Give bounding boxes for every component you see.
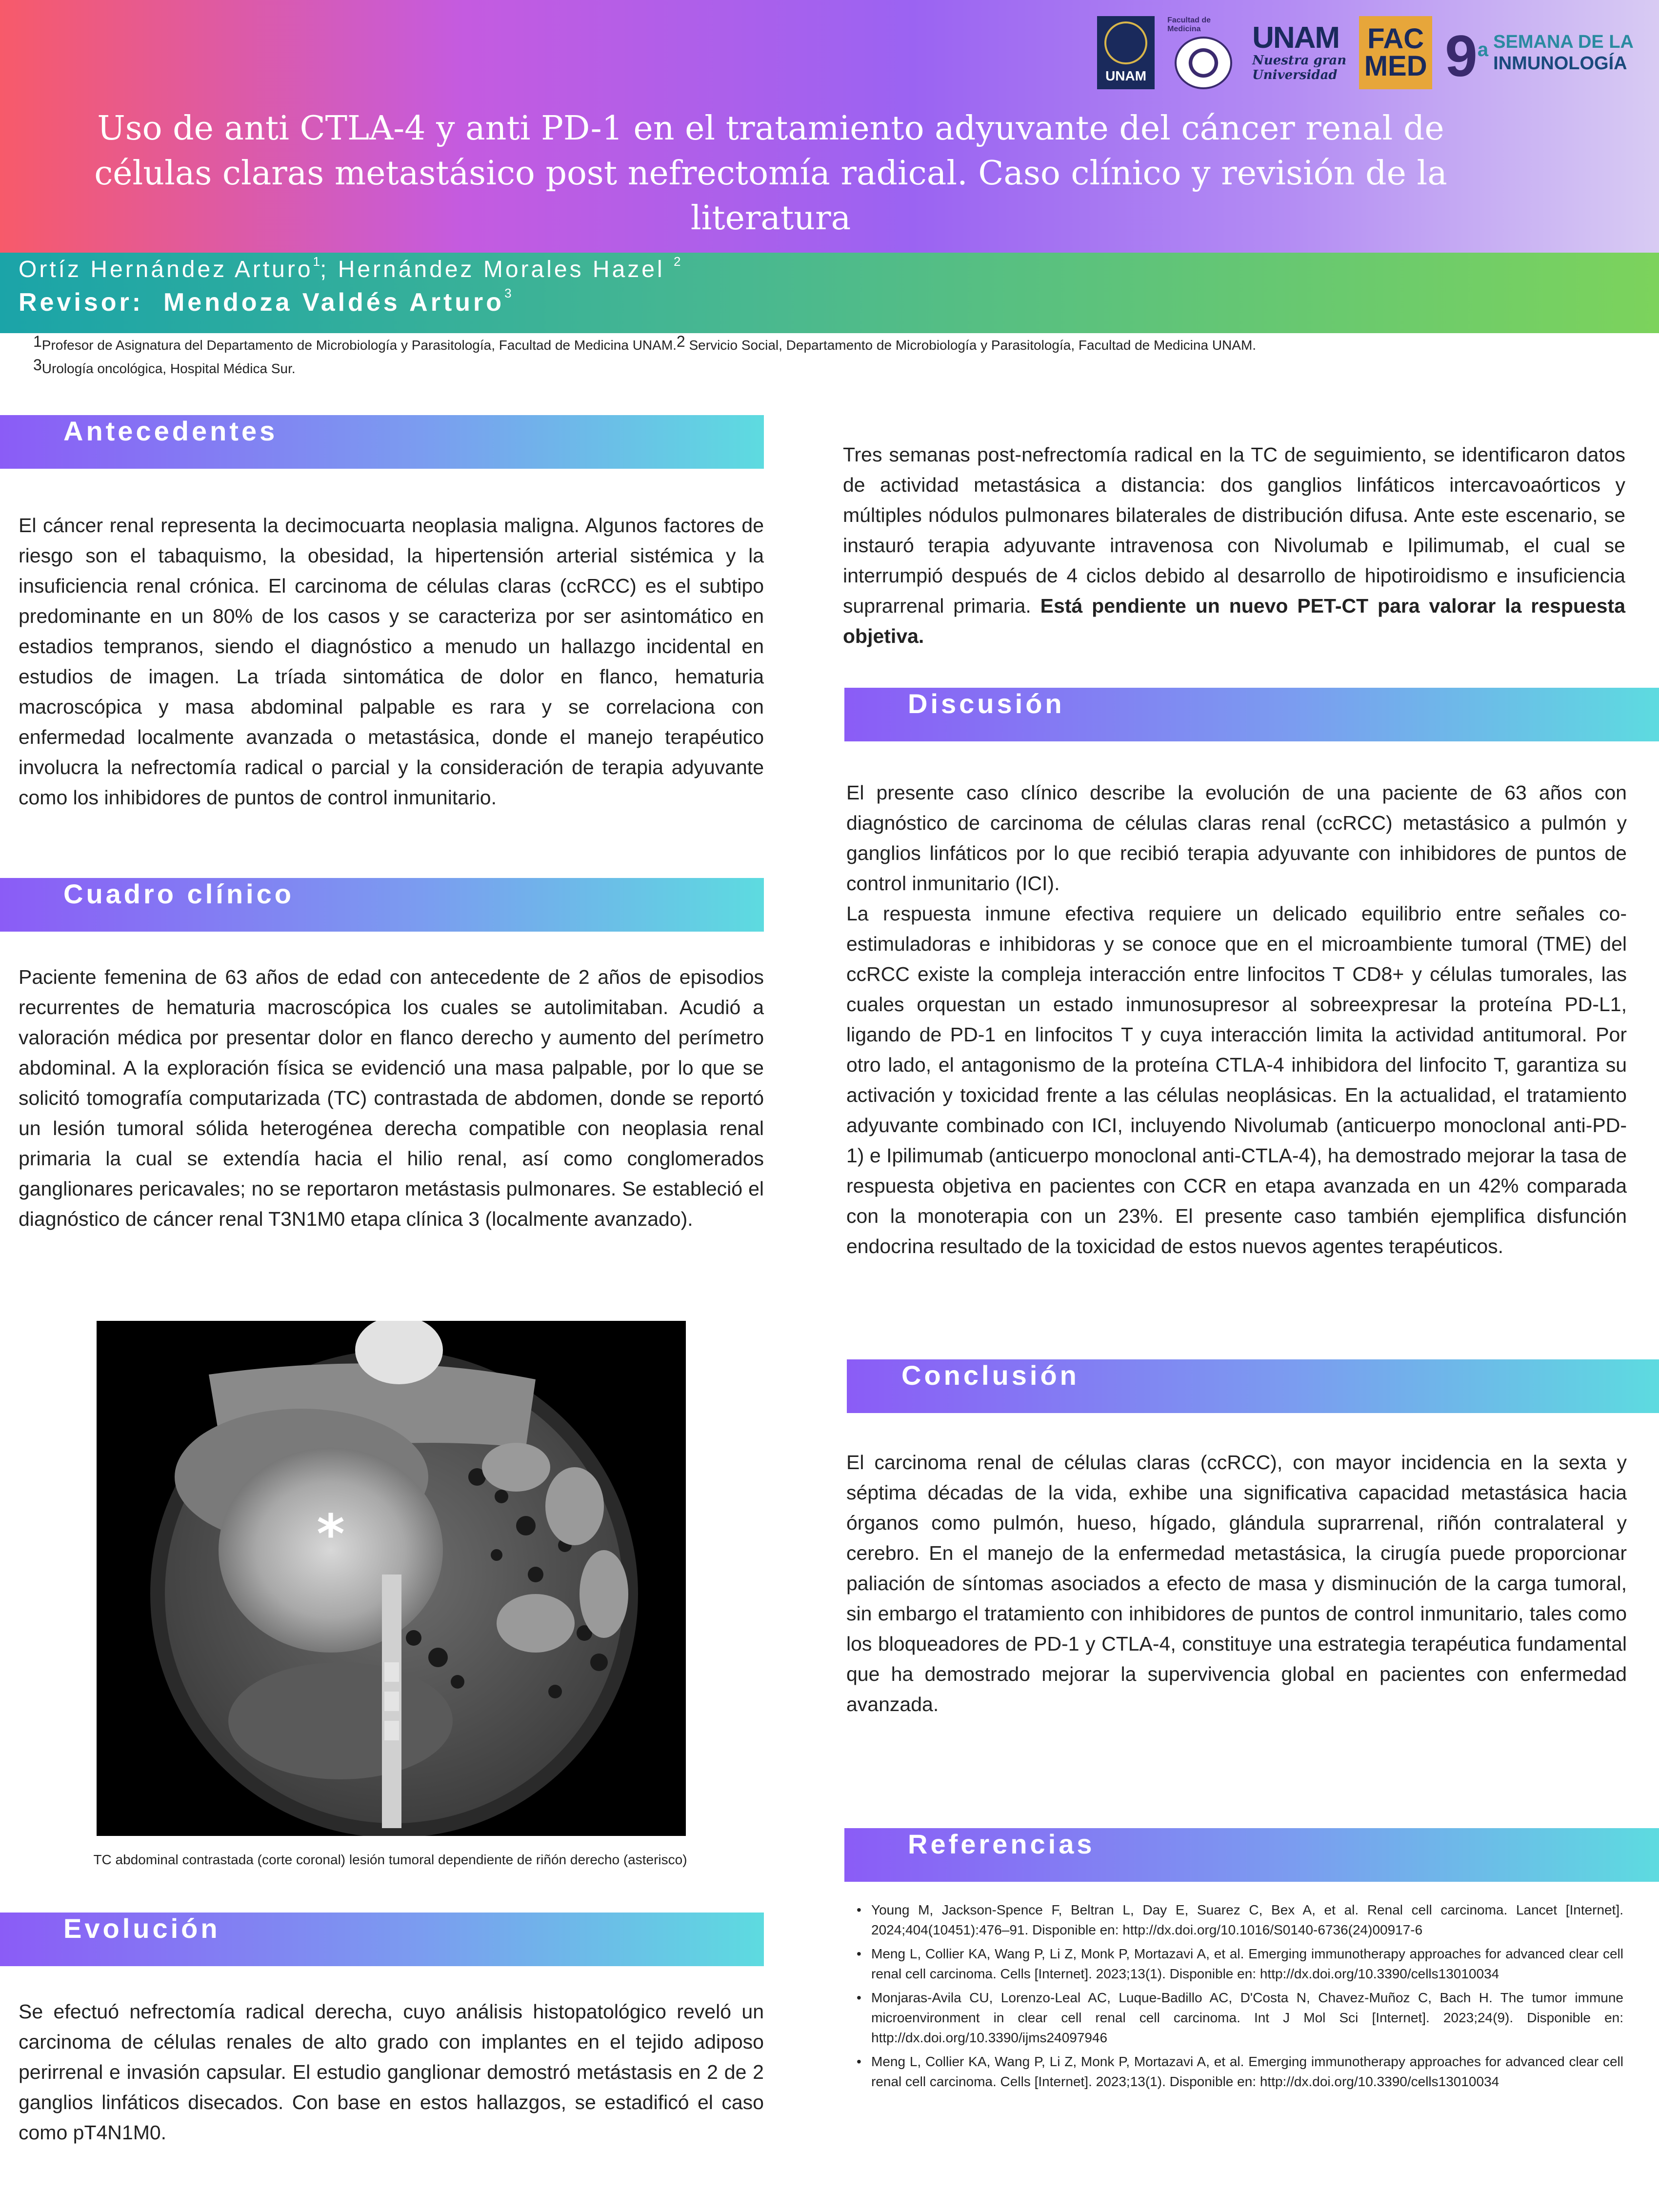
references-list: [855, 1900, 1623, 2095]
poster-title: Uso de anti CTLA-4 y anti PD-1 en el tratamiento adyuvante del cáncer renal de células claras metastásico post nefrectomía radical. Caso clínico y revisión de la literatura: [94, 109, 1447, 238]
reviewer-label: Revisor:: [19, 288, 144, 317]
evolucion-heading: Evolución: [63, 1913, 220, 1944]
authors-line: Ortíz Hernández Arturo$^1$; Hernández Morales Hazel $^2$: [19, 254, 681, 282]
evolucion-header: [0, 1913, 764, 1966]
discusion-paragraph-1: El presente caso clínico describe la evolución de una paciente de 63 años con diagnóstico de carcinoma de células claras renal (ccRCC) metastásico a pulmón y ganglios linfáticos por lo que recibió terapia adyuvante con inhibidores de puntos de control inmunitario (ICI).: [846, 781, 1627, 895]
semana-number: 9$^a$: [1445, 23, 1489, 89]
conclusion-heading: Conclusión: [901, 1360, 1079, 1391]
antecedentes-body: El cáncer renal representa la decimocuarta neoplasia maligna. Algunos factores de riesgo son el tabaquismo, la obesidad, la hipertensión arterial sistémica y la insuficiencia renal crónica. El carcinoma de células claras (ccRCC) es el subtipo predominante en un 80% de los casos y se caracteriza por ser asintomático en estadios tempranos, siendo el diagnóstico a menudo un hallazgo incidental en estudios de imagen. La tríada sintomática de dolor en flanco, hematuria macroscópica y masa abdominal palpable es rara y se correlaciona con enfermedad localmente avanzada o metastásica, donde el manejo terapéutico involucra la nefrectomía radical o parcial y la consideración de terapia adyuvante como los inhibidores de puntos de control inmunitario.: [19, 514, 764, 809]
unam-slogan-2: Universidad: [1252, 68, 1338, 82]
pending-pet-ct-note: Está pendiente un nuevo PET-CT para valorar la respuesta objetiva.: [843, 595, 1625, 647]
logo-strip: [1097, 14, 1634, 92]
facmed-logo: [1359, 16, 1432, 89]
evolucion-body: Se efectuó nefrectomía radical derecha, cuyo análisis histopatológico reveló un carcinoma de células renales de alto grado con implantes en el tejido adiposo perirrenal e invasión capsular. El estudio ganglionar demostró metástasis en 2 de 2 ganglios linfáticos disecados. Con base en estos hallazgos, se estadificó el caso como pT4N1M0.: [19, 2000, 764, 2144]
unam-wordmark: UNAM: [1252, 21, 1339, 55]
cuadro-clinico-header: [0, 878, 764, 932]
unam-slogan-1: Nuestra gran: [1252, 53, 1347, 68]
reference-item: • Monjaras-Avila CU, Lorenzo-Leal AC, Luque-Badillo AC, D'Costa N, Chavez-Muñoz C, Bach H. The tumor immune microenvironment in clear cell renal cell carcinoma. Int J Mol Sci [Internet]. 2023;24(9). Disponible en: http://dx.doi.org/10.3390/ijms24097946: [855, 1988, 1623, 2048]
semana-text: [1493, 31, 1634, 74]
cuadro-clinico-body: Paciente femenina de 63 años de edad con antecedente de 2 años de episodios recurrentes de hematuria macroscópica los cuales se autolimitaban. Acudió a valoración médica por presentar dolor en flanco derecho y aumento del perímetro abdominal. A la exploración física se evidenció una masa palpable, por lo que se solicitó tomografía computarizada (TC) contrastada de abdomen, donde se reportó un lesión tumoral sólida heterogénea derecha compatible con neoplasia renal primaria la cual se extendía hacia el hilio renal, así como conglomerados ganglionares pericavales; no se reportaron metástasis pulmonares. Se estableció el diagnóstico de cáncer renal T3N1M0 etapa clínica 3 (localmente avanzado).: [19, 966, 764, 1230]
semana-line-1: SEMANA DE LA: [1493, 32, 1634, 52]
facmed-line-1: FAC: [1367, 23, 1424, 55]
reference-item: • Young M, Jackson-Spence F, Beltran L, Day E, Suarez C, Bex A, et al. Renal cell carcinoma. Lancet [Internet]. 2024;404(10451):476–91. Disponible en: http://dx.doi.org/10.1016/S0140-6736(24)00917-6: [855, 1900, 1623, 1940]
unam-seal-logo: [1097, 16, 1155, 89]
unam-seal-text: UNAM: [1105, 68, 1147, 83]
reviewer-name: Mendoza Valdés Arturo: [163, 288, 505, 317]
cuadro-clinico-heading: Cuadro clínico: [63, 878, 294, 909]
reference-item: • Meng L, Collier KA, Wang P, Li Z, Monk P, Mortazavi A, et al. Emerging immunotherapy approaches for advanced clear cell renal cell carcinoma. Cells [Internet]. 2023;13(1). Disponible en: http://dx.doi.org/10.3390/cells13010034: [855, 1944, 1623, 1984]
referencias-header: [844, 1828, 1659, 1882]
continuacion-body: Tres semanas post-nefrectomía radical en la TC de seguimiento, se identificaron datos de actividad metastásica a distancia: dos ganglios linfáticos intercavoaórticos y múltiples nódulos pulmonares bilaterales de distribución difusa. Ante este escenario, se instauró terapia adyuvante intravenosa con Nivolumab e Ipilimumab, el cual se interrumpió después de 4 ciclos debido al desarrollo de hipotiroidismo e insuficiencia suprarrenal primaria. Está pendiente un nuevo PET-CT para valorar la respuesta objetiva.: [843, 443, 1625, 647]
conclusion-body: El carcinoma renal de células claras (ccRCC), con mayor incidencia en la sexta y séptima décadas de la vida, exhibe una significativa capacidad metastásica hacia órganos como pulmón, hueso, hígado, glándula suprarrenal, riñón contralateral y cerebro. En el manejo de la enfermedad metastásica, la cirugía puede proporcionar paliación de síntomas asociados a efecto de masa y disminución de la carga tumoral, sin embargo el tratamiento con inhibidores de puntos de control inmunitario, tales como los bloqueadores de PD-1 y CTLA-4, constituye una estrategia terapéutica fundamental que ha demostrado mejorar la supervivencia global en pacientes con enfermedad avanzada.: [846, 1451, 1627, 1715]
discusion-header: [844, 688, 1659, 741]
antecedentes-header: [0, 415, 764, 469]
unam-wordmark-logo: [1252, 23, 1346, 82]
semana-line-2: INMUNOLOGÍA: [1493, 53, 1627, 74]
author-2: Hernández Morales Hazel: [338, 257, 665, 282]
discusion-heading: Discusión: [908, 688, 1065, 719]
facmed-line-2: MED: [1364, 50, 1427, 82]
reviewer-line: Revisor: Mendoza Valdés Arturo$^3$: [19, 286, 512, 317]
author-1: Ortíz Hernández Arturo: [19, 257, 313, 282]
figure-caption: TC abdominal contrastada (corte coronal) lesión tumoral dependiente de riñón derecho (asterisco): [93, 1852, 687, 1867]
ct-scan-image: [97, 1321, 686, 1836]
facultad-medicina-logo: [1167, 16, 1239, 89]
antecedentes-heading: Antecedentes: [63, 416, 278, 446]
referencias-heading: Referencias: [908, 1829, 1095, 1859]
affiliation-1: Profesor de Asignatura del Departamento de Microbiología y Parasitología, Facultad de Medicina UNAM.: [41, 338, 677, 353]
facultad-text: Facultad de Medicina: [1167, 16, 1211, 33]
tumor-marker: *: [317, 1503, 345, 1565]
affiliation-3: Urología oncológica, Hospital Médica Sur.: [41, 361, 296, 376]
affiliations-line-2: $^3$Urología oncológica, Hospital Médica Sur.: [33, 356, 296, 376]
ct-scan-illustration: [97, 1321, 686, 1836]
header-banner: [0, 0, 1659, 253]
semana-inmunologia-logo: [1445, 16, 1634, 89]
discusion-body: [846, 777, 1627, 1261]
seal-icon: [1104, 21, 1147, 64]
facultad-seal-icon: [1175, 37, 1232, 89]
affiliations-line-1: $^1$Profesor de Asignatura del Departamento de Microbiología y Parasitología, Facultad de Medicina UNAM.$^2$ Servicio Social, Departamento de Microbiología y Parasitología, Facultad de Medicina UNAM.: [33, 333, 1257, 353]
discusion-paragraph-2: La respuesta inmune efectiva requiere un delicado equilibrio entre señales co-estimuladoras e inhibidoras y se conoce que en el microambiente tumoral (TME) del ccRCC existe la compleja interacción entre linfocitos T CD8+ y células tumorales, las cuales orquestan un estado inmunosupresor al sobreexpresar la proteína PD-L1, ligando de PD-1 en linfocitos T y cuya interacción limita la actividad antitumoral. Por otro lado, el antagonismo de la proteína CTLA-4 inhibidora del linfocito T, garantiza su activación y toxicidad frente a las células neoplásicas. En la actualidad, el tratamiento adyuvante combinado con ICI, incluyendo Nivolumab (anticuerpo monoclonal anti-PD-1) e Ipilimumab (anticuerpo monoclonal anti-CTLA-4), ha demostrado mejorar la tasa de respuesta objetiva en pacientes con CCR en etapa avanzada en un 42% comparada con la monoterapia con un 23%. El presente caso también ejemplifica disfunción endocrina resultado de la toxicidad de estos nuevos agentes terapéuticos.: [846, 902, 1627, 1257]
reference-item: • Meng L, Collier KA, Wang P, Li Z, Monk P, Mortazavi A, et al. Emerging immunotherapy approaches for advanced clear cell renal cell carcinoma. Cells [Internet]. 2023;13(1). Disponible en: http://dx.doi.org/10.3390/cells13010034: [855, 2052, 1623, 2092]
affiliation-2: Servicio Social, Departamento de Microbiología y Parasitología, Facultad de Medicina UNAM.: [689, 338, 1257, 353]
conclusion-header: [847, 1359, 1659, 1413]
